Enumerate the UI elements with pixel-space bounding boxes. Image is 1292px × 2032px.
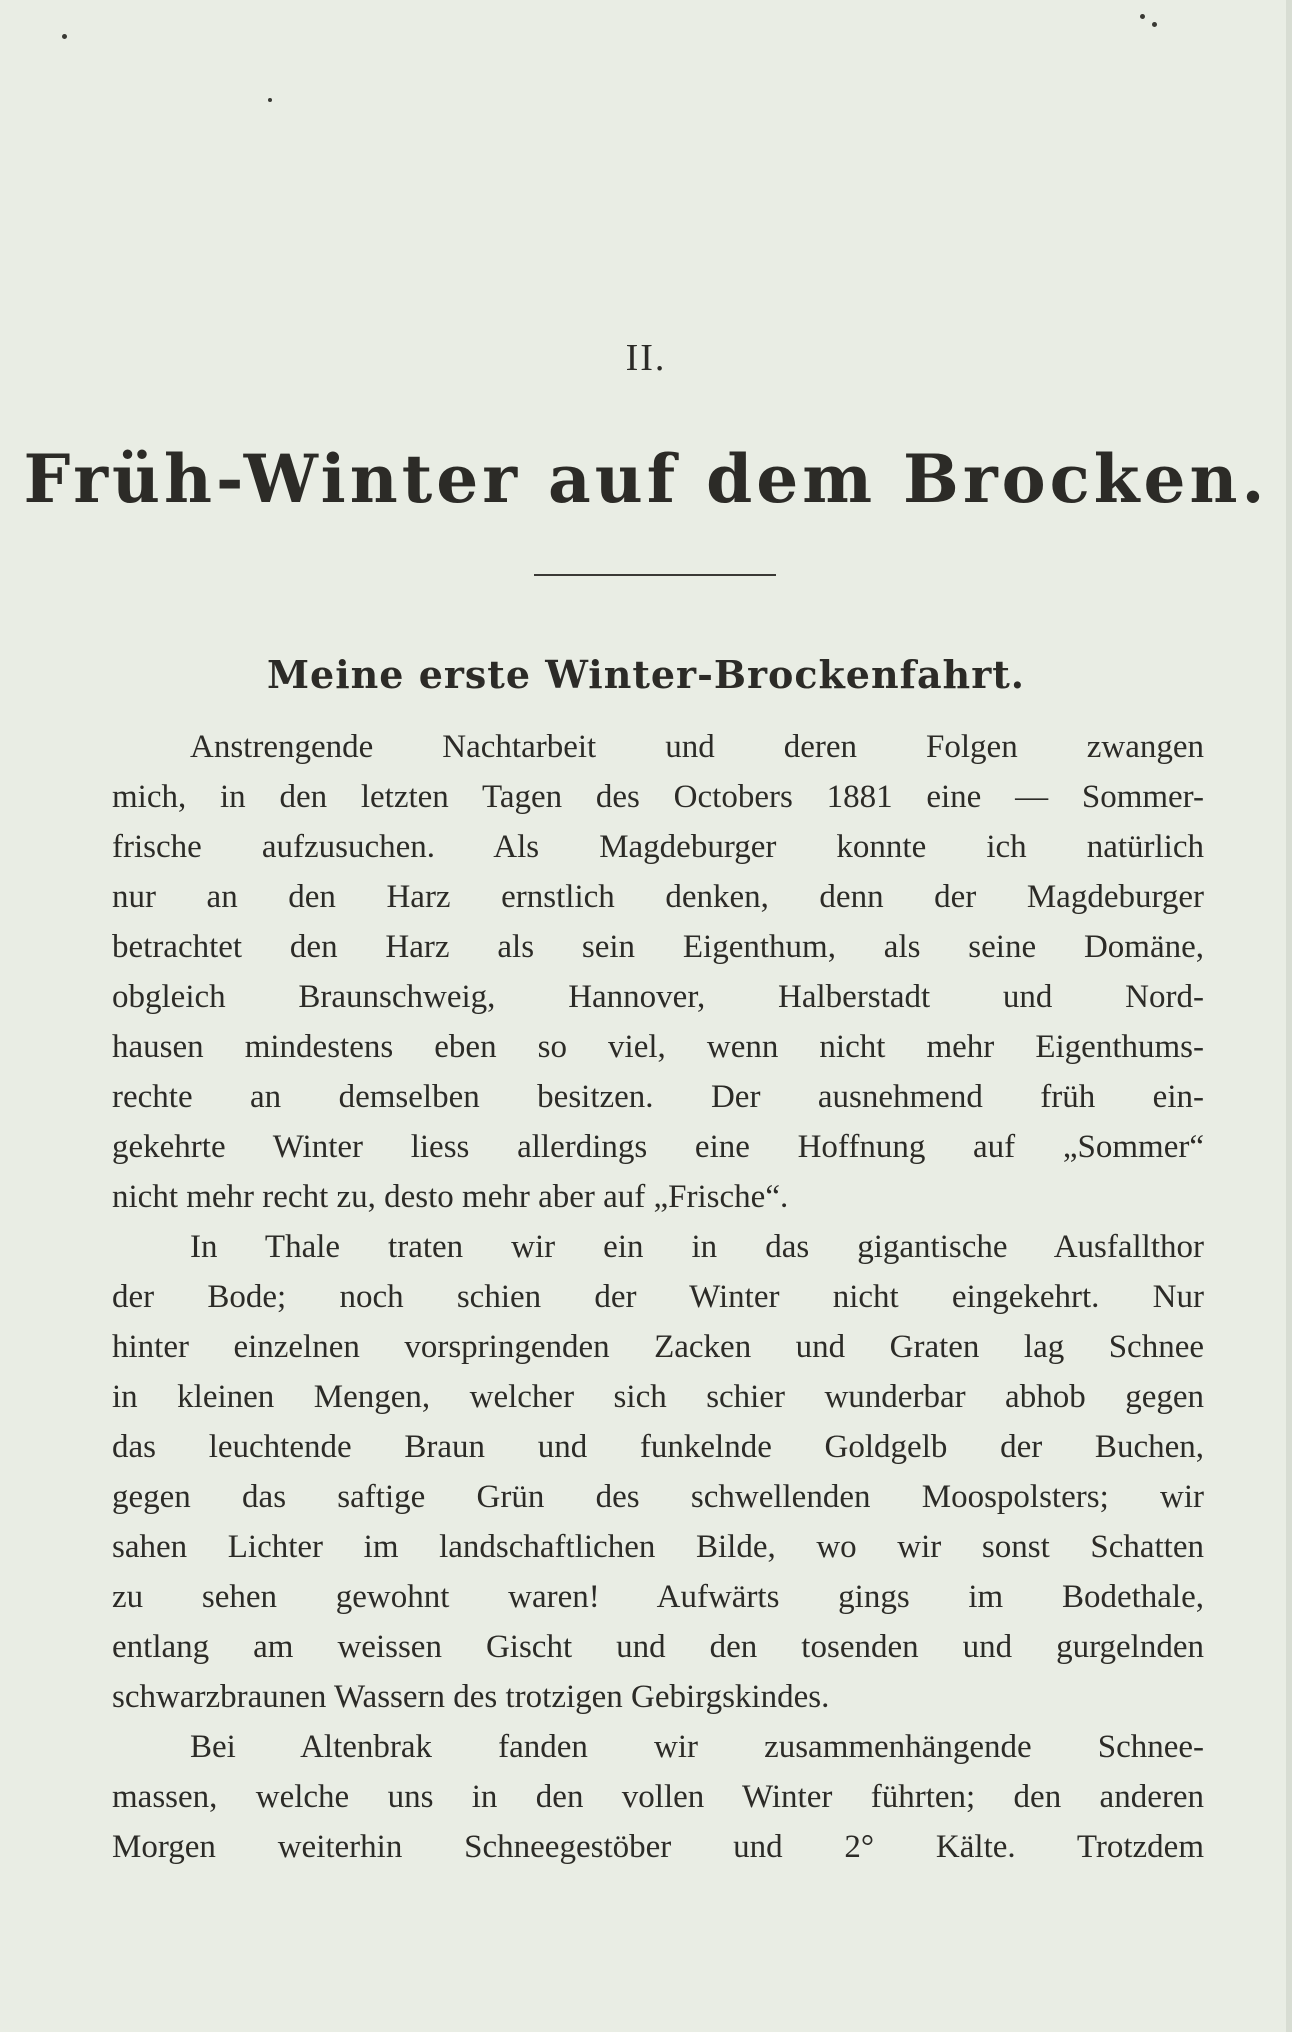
chapter-title: Früh-Winter auf dem Brocken. (23, 440, 1269, 518)
body-line: frische aufzusuchen. Als Magdeburger konnte ich natürlich (112, 829, 1204, 865)
ink-speck (62, 34, 67, 39)
body-line: nur an den Harz ernstlich denken, denn der Magdeburger (112, 879, 1204, 915)
body-line: Anstrengende Nachtarbeit und deren Folgen zwangen (190, 729, 1204, 765)
section-heading: Meine erste Winter-Brockenfahrt. (266, 652, 1025, 697)
page-edge (1286, 0, 1292, 2032)
body-line: nicht mehr recht zu, desto mehr aber auf „Frische“. (112, 1179, 789, 1215)
title-divider (534, 574, 776, 576)
body-line: der Bode; noch schien der Winter nicht eingekehrt. Nur (112, 1279, 1204, 1315)
body-line: zu sehen gewohnt waren! Aufwärts gings im Bodethale, (112, 1579, 1204, 1615)
body-line: das leuchtende Braun und funkelnde Goldgelb der Buchen, (112, 1429, 1204, 1465)
body-line: obgleich Braunschweig, Hannover, Halberstadt und Nord- (112, 979, 1204, 1015)
body-line: schwarzbraunen Wassern des trotzigen Gebirgskindes. (112, 1679, 830, 1715)
body-line: Bei Altenbrak fanden wir zusammenhängende Schnee- (190, 1729, 1204, 1765)
body-line: entlang am weissen Gischt und den tosenden und gurgelnden (112, 1629, 1204, 1665)
body-line: mich, in den letzten Tagen des Octobers 1881 eine — Sommer- (112, 779, 1204, 815)
body-line: hinter einzelnen vorspringenden Zacken und Graten lag Schnee (112, 1329, 1204, 1365)
body-line: Morgen weiterhin Schneegestöber und 2° Kälte. Trotzdem (112, 1829, 1204, 1865)
body-line: in kleinen Mengen, welcher sich schier wunderbar abhob gegen (112, 1379, 1204, 1415)
body-line: massen, welche uns in den vollen Winter führten; den anderen (112, 1779, 1204, 1815)
body-line: sahen Lichter im landschaftlichen Bilde, wo wir sonst Schatten (112, 1529, 1204, 1565)
body-line: rechte an demselben besitzen. Der ausnehmend früh ein- (112, 1079, 1204, 1115)
body-line: gekehrte Winter liess allerdings eine Hoffnung auf „Sommer“ (112, 1129, 1204, 1165)
body-line: In Thale traten wir ein in das gigantische Ausfallthor (190, 1229, 1204, 1265)
ink-speck (1152, 22, 1157, 27)
body-line: gegen das saftige Grün des schwellenden Moospolsters; wir (112, 1479, 1204, 1515)
chapter-number: II. (625, 337, 667, 379)
ink-speck (268, 98, 272, 102)
body-line: hausen mindestens eben so viel, wenn nicht mehr Eigenthums- (112, 1029, 1204, 1065)
ink-speck (1140, 14, 1145, 19)
body-line: betrachtet den Harz als sein Eigenthum, als seine Domäne, (112, 929, 1204, 965)
